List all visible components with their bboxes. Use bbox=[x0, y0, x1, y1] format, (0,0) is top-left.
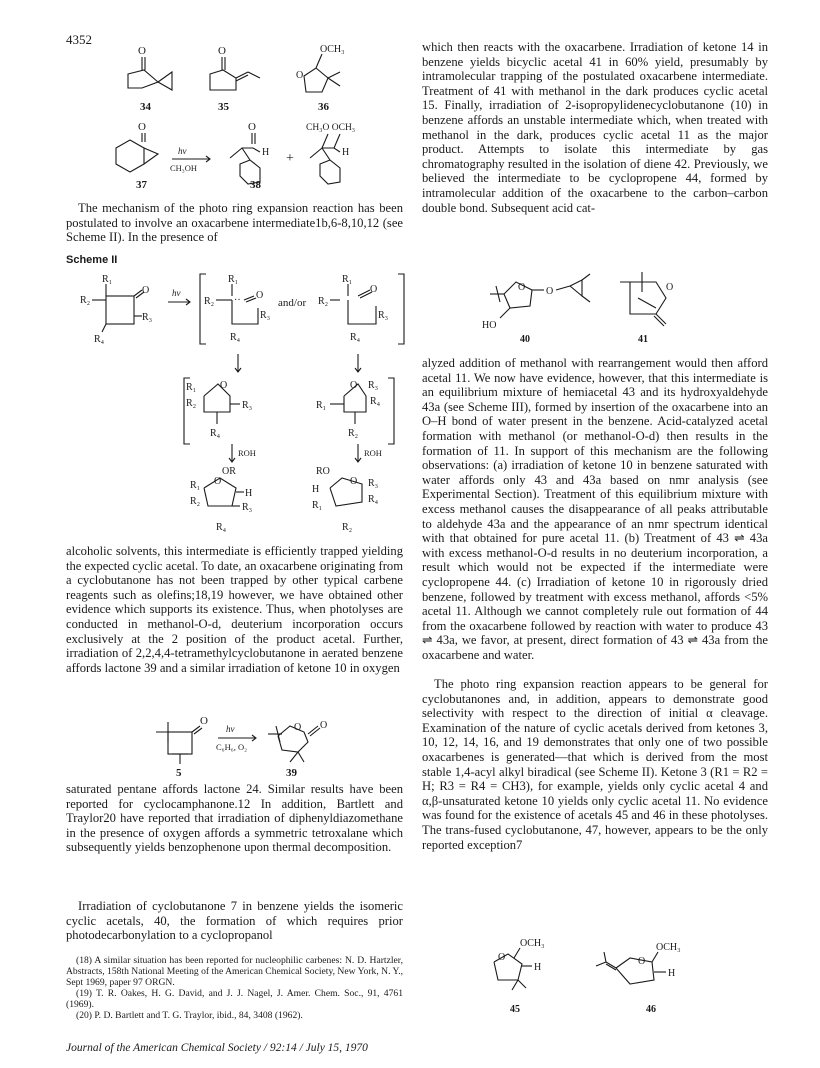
svg-text:O: O bbox=[518, 282, 526, 293]
structure-34 bbox=[128, 45, 172, 113]
svg-text:hν: hν bbox=[172, 288, 181, 298]
structure-5 bbox=[156, 715, 208, 779]
svg-text:CH₃O OCH₃: CH₃O OCH₃ bbox=[306, 123, 356, 133]
svg-text:ROH: ROH bbox=[364, 448, 382, 458]
footnote-19: (19) T. R. Oakes, H. G. David, and J. J. Nagel, J. Amer. Chem. Soc., 91, 4761 (1969). bbox=[66, 988, 403, 1010]
svg-text:40: 40 bbox=[520, 334, 530, 345]
svg-text:R₂: R₂ bbox=[342, 522, 353, 533]
right-paragraph-1: which then reacts with the oxacarbene. Irradiation of ketone 14 in benzene yields bicyclic acetal 41 in 60% yield, presumably by intramolecular trapping of the postulated oxacarbene intermediate. Treatment of 41 with methanol in the dark produces cyclic acetal 15. Finally, irradiation of 2-isopropylidenecyclobutanone (10) in benzene affords an unstable intermediate which, when treated with methanol in the dark, produces cyclic acetal 11 as the major product. Attempts to isolate this intermediate by gas chromatography resulted in the isolation of diene 42. Previously, we believed the intermediate to be cyclopropene 44, formed by intramolecular addition of the oxacarbene to the carbon–carbon double bond. Subsequent acid cat- bbox=[422, 40, 768, 215]
svg-text:OR: OR bbox=[222, 466, 236, 477]
journal-citation: Journal of the American Chemical Society / 92:14 / July 15, 1970 bbox=[66, 1042, 368, 1054]
svg-text:R₃: R₃ bbox=[242, 400, 253, 411]
svg-text:5: 5 bbox=[176, 767, 182, 779]
svg-text:R₃: R₃ bbox=[368, 380, 379, 391]
svg-text:R₁: R₁ bbox=[186, 382, 197, 393]
structures-34-35-36 bbox=[110, 44, 410, 124]
page-number: 4352 bbox=[66, 32, 92, 47]
footnote-20: (20) P. D. Bartlett and T. G. Traylor, ibid., 84, 3408 (1962). bbox=[76, 1010, 303, 1021]
svg-text:hν: hν bbox=[226, 724, 235, 734]
svg-text:R₁: R₁ bbox=[342, 274, 353, 285]
structure-46 bbox=[596, 942, 681, 1015]
scheme-acetal-a bbox=[190, 466, 252, 533]
svg-text:O: O bbox=[248, 121, 256, 133]
svg-text:H: H bbox=[245, 488, 253, 499]
svg-text:R₄: R₄ bbox=[368, 494, 379, 505]
structure-35 bbox=[210, 45, 260, 113]
svg-text:O: O bbox=[218, 45, 226, 57]
svg-text:RO: RO bbox=[316, 466, 330, 477]
svg-text:37: 37 bbox=[136, 179, 147, 191]
left-paragraph-2: alcoholic solvents, this intermediate is efficiently trapped yielding the expected cyclic acetal. To date, an oxacarbene originating from a cyclobutanone has not been trapped by other typical carbene reagents such as olefins;18,19 however, we have obtained other evidence which supports its existence. Thus, when photolyses are conducted in methanol-O-d, deuterium incorporation occurs exclusively at the 2 position of the product acetal. Further, irradiation of 2,2,4,4-tetramethylcyclobutanone in aerated benzene affords lactone 39 and a similar irradiation of ketone 10 in oxygen bbox=[66, 544, 404, 675]
svg-text:R₁: R₁ bbox=[102, 274, 113, 285]
footnote-18: (18) A similar situation has been reported for nucleophilic carbenes: N. D. Hartzler, Abstracts, 158th National Meeting of the American Chemical Society, New York, N. Y., Sept 1969, paper 97 ORGN. bbox=[66, 955, 403, 988]
svg-text:R₂: R₂ bbox=[348, 428, 359, 439]
svg-text:O: O bbox=[370, 284, 378, 295]
svg-text:R₁: R₁ bbox=[312, 500, 323, 511]
scheme-biradical-a bbox=[204, 274, 270, 343]
structure-40 bbox=[482, 274, 590, 345]
left-paragraph-4: Irradiation of cyclobutanone 7 in benzene yields the isomeric cyclic acetals, 40, the formation of which requires prior photodecarbonylation to a cyclopropanol bbox=[66, 899, 403, 943]
svg-text:O: O bbox=[294, 722, 302, 733]
structure-39 bbox=[268, 720, 327, 779]
svg-text:O: O bbox=[666, 282, 674, 293]
svg-text:R₁: R₁ bbox=[228, 274, 239, 285]
svg-text:OCH₃: OCH₃ bbox=[520, 938, 545, 949]
svg-text:R₃: R₃ bbox=[242, 502, 253, 513]
scheme-ketone bbox=[80, 274, 152, 345]
svg-text:ROH: ROH bbox=[238, 448, 256, 458]
svg-text:R₂: R₂ bbox=[190, 496, 201, 507]
svg-text:O: O bbox=[138, 45, 146, 57]
svg-text:R₃: R₃ bbox=[260, 310, 271, 321]
svg-text:H: H bbox=[262, 147, 270, 158]
svg-text:O: O bbox=[638, 956, 646, 967]
structure-36 bbox=[296, 44, 345, 113]
reaction-37-to-38 bbox=[110, 121, 410, 192]
svg-text:and/or: and/or bbox=[278, 297, 307, 309]
svg-text:R₂: R₂ bbox=[318, 296, 329, 307]
svg-text:R₃: R₃ bbox=[368, 478, 379, 489]
svg-text:O: O bbox=[350, 380, 358, 391]
svg-text:HO: HO bbox=[482, 320, 497, 331]
svg-text:OCH₃: OCH₃ bbox=[320, 44, 345, 55]
svg-text:38: 38 bbox=[250, 179, 261, 191]
structure-37 bbox=[116, 121, 158, 191]
structure-41 bbox=[620, 272, 673, 345]
svg-text:36: 36 bbox=[318, 101, 329, 113]
svg-text:46: 46 bbox=[646, 1004, 656, 1015]
left-paragraph-1: The mechanism of the photo ring expansion reaction has been postulated to involve an oxacarbene intermediate1b,6-8,10,12 (see Scheme II). In the presence of bbox=[66, 201, 403, 245]
left-paragraph-3: saturated pentane affords lactone 24. Similar results have been reported for cyclocamphanone.12 In addition, Bartlett and Traylor20 have reported that irradiation of diphenyldiazomethane in the presence of oxygen affords a symmetric tetroxalane which subsequently yields benzophenone upon thermal decomposition. bbox=[66, 782, 403, 855]
structure-38 bbox=[230, 121, 269, 191]
svg-text:··: ·· bbox=[234, 295, 241, 306]
right-paragraph-3: The photo ring expansion reaction appears to be general for cyclobutanones and, in addition, appears to demonstrate good selectivity with respect to the direction of initial α cleavage. Examination of the nature of cyclic acetals derived from ketones 3, 10, 12, 14, 16, and 19 demonstrates that only one of two possible oxacarbenes is generated—that which is derived from the most stable 1,4-acyl alkyl biradical (see Scheme II). Ketone 3 (R1 = R2 = H; R3 = R4 = CH3), for example, yields only cyclic acetal 4 and α,β-unsaturated ketone 10 yields only cyclic acetal 11. No evidence was found for the existence of acetals 45 and 46 in these photolyses. The trans-fused cyclobutanone, 47, however, appears to be the only reported exception7 bbox=[422, 677, 768, 852]
structures-45-46 bbox=[470, 936, 730, 1016]
scheme-oxacarbene-b bbox=[316, 380, 381, 439]
scheme-acetal-b bbox=[312, 466, 379, 533]
svg-text:O: O bbox=[296, 70, 304, 81]
svg-text:O: O bbox=[546, 286, 554, 297]
reaction-5-to-39 bbox=[148, 712, 348, 782]
svg-text:O: O bbox=[220, 380, 228, 391]
svg-text:H: H bbox=[534, 962, 542, 973]
svg-text:39: 39 bbox=[286, 767, 297, 779]
svg-text:C₆H₆, O₂: C₆H₆, O₂ bbox=[216, 742, 248, 752]
svg-text:O: O bbox=[256, 290, 264, 301]
svg-text:OCH₃: OCH₃ bbox=[656, 942, 681, 953]
svg-text:R₄: R₄ bbox=[350, 332, 361, 343]
svg-text:41: 41 bbox=[638, 334, 648, 345]
svg-text:+: + bbox=[286, 151, 294, 166]
svg-text:R₄: R₄ bbox=[230, 332, 241, 343]
scheme-oxacarbene-a bbox=[186, 380, 252, 439]
svg-text:R₄: R₄ bbox=[94, 334, 105, 345]
svg-text:R₄: R₄ bbox=[216, 522, 227, 533]
svg-text:H: H bbox=[668, 968, 676, 979]
svg-text:hν: hν bbox=[178, 146, 187, 156]
svg-text:R₁: R₁ bbox=[190, 480, 201, 491]
svg-text:35: 35 bbox=[218, 101, 229, 113]
svg-text:R₃: R₃ bbox=[142, 312, 153, 323]
svg-text:R₂: R₂ bbox=[204, 296, 215, 307]
svg-text:R₂: R₂ bbox=[186, 398, 197, 409]
right-paragraph-2: alyzed addition of methanol with rearrangement would then afford acetal 11. We now have evidence, however, that this intermediate is an equilibrium mixture of hemiacetal 43 and its hydroxyaldehyde 43a (see Scheme III), formed by insertion of the oxacarbene into an O–H bond of water present in the benzene. Acid-catalyzed acetal formation with methanol (or methanol-O-d) then results in the formation of 11. In support of this mechanism are the following observations: (a) irradiation of ketone 10 in benzene saturated with water affords only 43 and 43a based on nmr analysis (see Experimental Section). Treatment of this equilibrium mixture with excess methanol causes the disappearance of all peaks attributable to aldehyde 43a and the appearance of an nmr spectrum identical with that obtained for pure acetal 11. (b) Treatment of 43 ⇌ 43a with excess methanol-O-d results in no deuterium incorporation, a result which would not be expected if the intermediate were cyclopropene 44. (c) Irradiation of ketone 10 in rigorously dried benzene, followed by treatment with excess methanol, affords <5% acetal 11. Although we cannot completely rule out formation of 44 from the oxacarbene followed by reaction with water to produce 43 ⇌ 43a, we favor, at present, direct formation of 43 ⇌ 43a from the oxacarbene and water. bbox=[422, 356, 768, 662]
svg-text:R₃: R₃ bbox=[378, 310, 389, 321]
svg-text:O: O bbox=[350, 476, 358, 487]
scheme-biradical-b bbox=[318, 274, 388, 343]
svg-text:R₄: R₄ bbox=[210, 428, 221, 439]
svg-text:R₂: R₂ bbox=[80, 295, 91, 306]
scheme-ii-label: Scheme II bbox=[66, 254, 118, 266]
svg-text:H: H bbox=[312, 484, 320, 495]
structure-38b bbox=[306, 123, 355, 184]
scheme-ii-diagram bbox=[80, 270, 400, 532]
svg-text:O: O bbox=[498, 952, 506, 963]
structure-45 bbox=[494, 938, 545, 1015]
svg-text:H: H bbox=[342, 147, 350, 158]
svg-text:R₁: R₁ bbox=[316, 400, 327, 411]
svg-text:O: O bbox=[138, 121, 146, 133]
svg-text:O: O bbox=[142, 285, 150, 296]
svg-text:O: O bbox=[200, 715, 208, 727]
svg-text:34: 34 bbox=[140, 101, 151, 113]
svg-text:R₄: R₄ bbox=[370, 396, 381, 407]
structures-40-41 bbox=[470, 268, 730, 348]
svg-text:CH₃OH: CH₃OH bbox=[170, 163, 198, 173]
svg-text:45: 45 bbox=[510, 1004, 520, 1015]
svg-text:O: O bbox=[214, 476, 222, 487]
svg-text:O: O bbox=[320, 720, 328, 731]
